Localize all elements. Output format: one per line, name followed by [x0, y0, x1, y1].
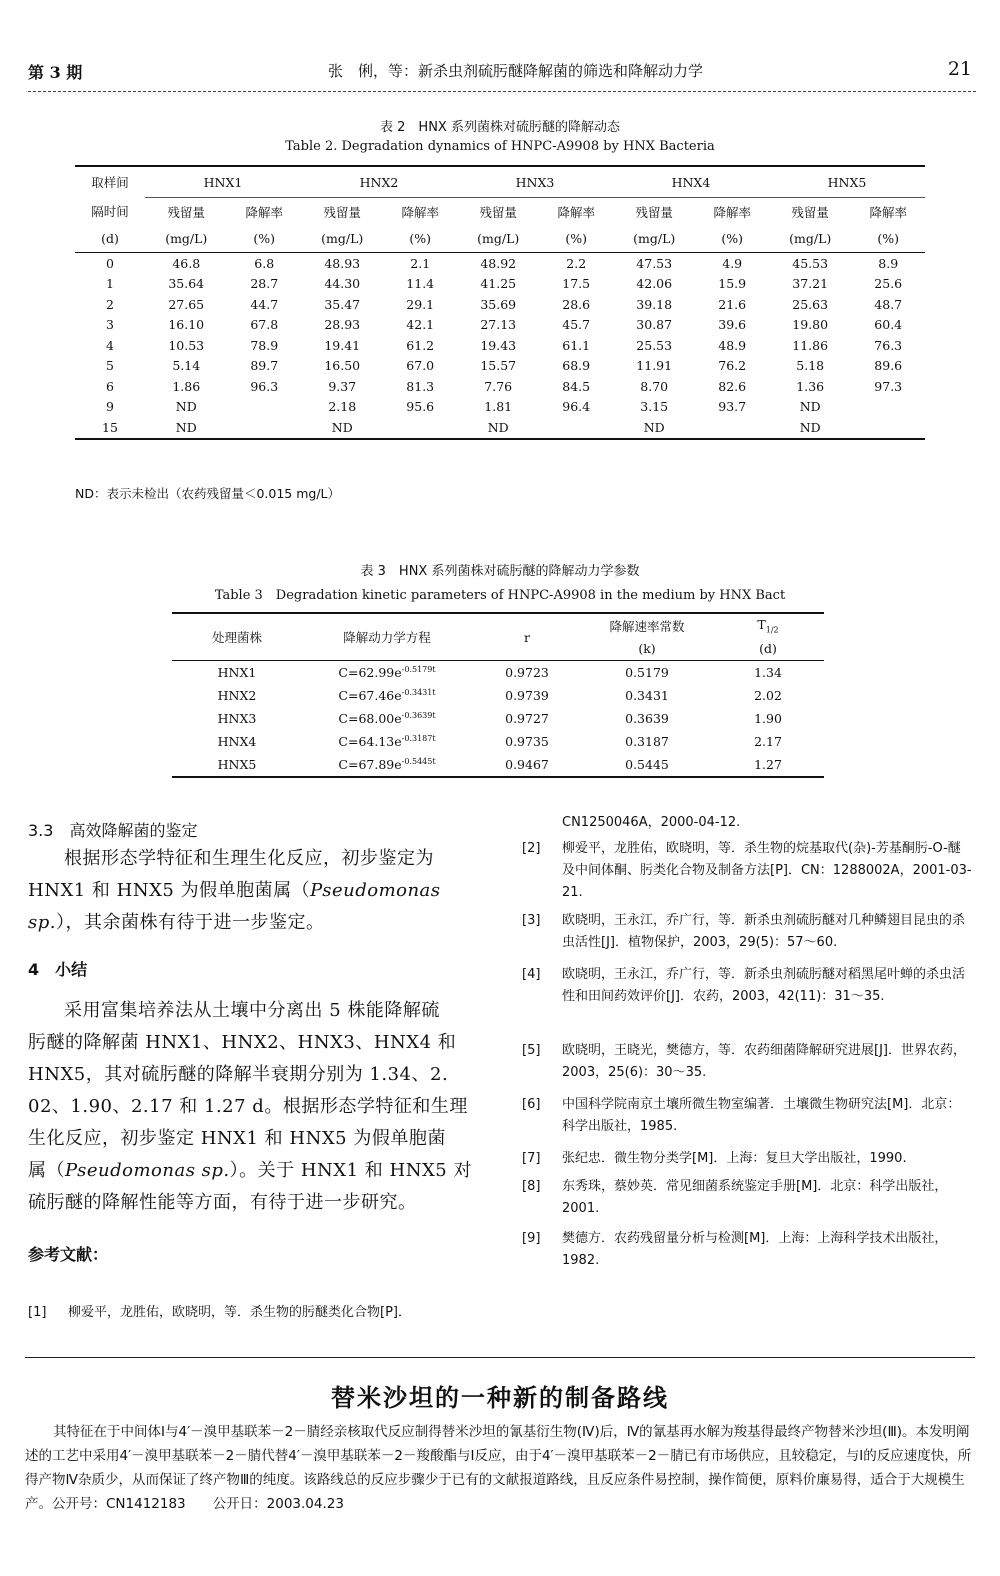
table2-row: [75, 294, 925, 315]
table2-footnote: ND：表示未检出（农药残留量＜0.015 mg/L）: [75, 486, 341, 501]
table2-unit-residue: (mg/L): [633, 231, 676, 246]
reference-number: [1]: [28, 1305, 47, 1320]
header-rule: [28, 91, 976, 92]
reference-text: 张纪忠．微生物分类学[M]．上海：复旦大学出版社，1990.: [562, 1151, 907, 1166]
table3: [172, 612, 824, 778]
reference-number: [7]: [522, 1151, 541, 1166]
summary-line: 02、1.90、2.17 和 1.27 d。根据形态学特征和生理: [28, 1096, 468, 1117]
table2-unit-residue: (mg/L): [165, 231, 208, 246]
table2-caption-cn: 表 2 HNX 系列菌株对硫肟醚的降解动态: [380, 120, 620, 135]
running-header: [28, 60, 976, 88]
table2-value-cell: 89.7: [250, 358, 279, 374]
section-4-title: 4 小结: [28, 960, 88, 979]
table3-equation-cell: [302, 730, 472, 753]
reference-number: [6]: [522, 1097, 541, 1112]
table2-row: [75, 376, 925, 397]
table2-col-residue: 残留量: [323, 204, 361, 220]
table2-day-cell: 15: [75, 417, 145, 439]
table2-value-cell: 28.7: [250, 276, 279, 292]
reference-number: [3]: [522, 913, 541, 928]
table3-k-cell: 0.3187: [625, 734, 669, 749]
table3-equation-cell: [302, 753, 472, 777]
table2-caption-en: Table 2. Degradation dynamics of HNPC-A9908 by HNX Bacteria: [285, 139, 715, 154]
section-3-3-line: [28, 875, 441, 907]
table3-k-cell: 0.5445: [582, 753, 712, 777]
table2-col-residue: 残留量: [635, 204, 673, 220]
table2-value-cell: 76.3: [874, 337, 903, 353]
table2-value-cell: 95.6: [406, 399, 435, 415]
reference-text: 樊德方．农药残留量分析与检测[M]．上海：上海科学技术出版社，1982.: [562, 1231, 948, 1268]
table2-value-cell: 45.53: [769, 253, 852, 274]
table2-day-cell: 6: [106, 378, 114, 394]
table2-value-cell: [228, 397, 301, 418]
table2-value-cell: [851, 397, 925, 418]
table3-caption-en: Table 3 Degradation kinetic parameters of HNPC-A9908 in the medium by HNX Bact: [214, 588, 786, 603]
section-3-3-line: 根据形态学特征和生理生化反应，初步鉴定为: [64, 848, 434, 869]
table2-unit-rate: (%): [721, 231, 744, 246]
table3-header-strain: 处理菌株: [172, 613, 302, 661]
table2-value-cell: 76.2: [718, 358, 747, 374]
table2-value-cell: 39.18: [636, 296, 673, 312]
references-title: 参考文献：: [28, 1245, 109, 1264]
table2-value-cell: 16.10: [168, 317, 205, 333]
table2-col-rate: 降解率: [713, 204, 751, 220]
table2-col-residue: 残留量: [479, 204, 517, 220]
table2-value-cell: 27.13: [480, 317, 517, 333]
equation-base: C=67.89e: [338, 757, 402, 773]
summary-line: 生化反应，初步鉴定 HNX1 和 HNX5 为假单胞菌: [28, 1128, 446, 1149]
table2-value-cell: 39.6: [718, 317, 747, 333]
table2-unit-residue: (mg/L): [477, 231, 520, 246]
table2-value-cell: 9.37: [328, 378, 357, 394]
table2-value-cell: 48.93: [301, 253, 384, 274]
table2-value-cell: 42.06: [636, 276, 673, 292]
table2-col-residue: 残留量: [791, 204, 829, 220]
summary-line: [28, 1155, 472, 1187]
table2-value-cell: 19.41: [324, 337, 361, 353]
table2-value-cell: 28.93: [324, 317, 361, 333]
table3-equation-cell: [302, 684, 472, 707]
table2-value-cell: 67.0: [406, 358, 435, 374]
table3-half-life-subscript: 1/2: [765, 625, 779, 635]
table3-row: [172, 730, 824, 753]
genus-name: Pseudomonas sp.: [65, 1160, 230, 1181]
table2-value-cell: 97.3: [874, 378, 903, 394]
table2-strain-header: HNX4: [613, 166, 769, 198]
table2-value-cell: 42.1: [406, 317, 435, 333]
table2-value-cell: 30.87: [636, 317, 673, 333]
table3-row: [172, 753, 824, 777]
table2-value-cell: 2.18: [328, 399, 357, 415]
table2-value-cell: 27.65: [168, 296, 205, 312]
table3-header-half-life: [712, 613, 824, 637]
table2-row: [75, 274, 925, 295]
table3-k-cell: 0.3639: [625, 711, 669, 726]
table3-r-cell: 0.9735: [505, 734, 549, 749]
table3-strain-cell: HNX2: [217, 688, 257, 703]
reference-text: 欧晓明，王晓光，樊德方，等．农药细菌降解研究进展[J]．世界农药，2003，25(6)：30～35.: [562, 1043, 966, 1080]
summary-text: ）。关于 HNX1 和 HNX5 对: [229, 1160, 472, 1181]
table2-value-cell: 89.6: [874, 358, 903, 374]
equation-base: C=68.00e: [338, 711, 402, 727]
table2-strain-header: HNX5: [769, 166, 925, 198]
table3-header-r: r: [472, 613, 582, 661]
table2-value-cell: 68.9: [562, 358, 591, 374]
table2-row: [75, 397, 925, 418]
table3-row: [172, 661, 824, 685]
table2-value-cell: 96.4: [562, 399, 591, 415]
table3-equation-cell: [302, 707, 472, 730]
table2-value-cell: ND: [457, 417, 540, 439]
table2-value-cell: ND: [769, 417, 852, 439]
table2-col-rate: 降解率: [557, 204, 595, 220]
table2-value-cell: 29.1: [406, 296, 435, 312]
article-abstract: 其特征在于中间体Ⅰ与4′－溴甲基联苯－2－腈经亲核取代反应制得替米沙坦的氰基衍生物(Ⅳ)后，Ⅳ的氰基再水解为羧基得最终产物替米沙坦(Ⅲ)。本发明阐述的工艺中采用4′－溴甲基联苯－2－腈代替4′－溴甲基联苯－2－羧酸酯与Ⅰ反应，由于4′－溴甲基联苯－2－腈已有市场供应，且较稳定，与Ⅰ的反应速度快，所得产物Ⅳ杂质少，从而保证了终产物Ⅲ的纯度。该路线总的反应步骤少于已有的文献报道路线，且反应条件易控制，操作简便，原料价廉易得，适合于大规模生产。公开号：CN1412183 公开日：2003.04.23: [25, 1424, 972, 1512]
equation-exponent: -0.5445t: [401, 756, 436, 766]
table2-row: [75, 315, 925, 336]
page-number: 21: [947, 58, 972, 80]
table3-row: [172, 684, 824, 707]
issue-number: 第 3 期: [28, 63, 83, 82]
table2-value-cell: 1.86: [172, 378, 201, 394]
table3-k-cell: 0.5179: [582, 661, 712, 685]
reference-text: 柳爱平，龙胜佑，欧晓明，等．杀生物的烷基取代(杂)-芳基酮肟-O-醚及中间体酮、肟类化合物及制备方法[P]．CN：1288002A，2001-03-21.: [562, 841, 972, 900]
table3-r-cell: 0.9739: [505, 688, 549, 703]
table2-col-residue: 残留量: [167, 204, 205, 220]
table2-value-cell: 15.57: [480, 358, 517, 374]
table2-value-cell: [383, 417, 456, 439]
table2-header-cell: (d): [101, 231, 119, 246]
table2-col-rate: 降解率: [245, 204, 283, 220]
table2-unit-residue: (mg/L): [789, 231, 832, 246]
equation-base: C=64.13e: [338, 734, 402, 750]
table3-strain-cell: HNX4: [217, 734, 257, 749]
table2-value-cell: 41.25: [480, 276, 517, 292]
table2-value-cell: 5.18: [796, 358, 825, 374]
table2-value-cell: ND: [175, 399, 197, 415]
table2-value-cell: 8.9: [851, 253, 925, 274]
table3-half-life-cell: 2.17: [754, 734, 782, 749]
section-3-3-title: 3.3 高效降解菌的鉴定: [28, 821, 198, 840]
summary-text: 属（: [28, 1160, 65, 1181]
table3-half-life-cell: 1.34: [712, 661, 824, 685]
table2-value-cell: ND: [145, 417, 228, 439]
table2-unit-rate: (%): [877, 231, 900, 246]
table2-value-cell: 45.7: [562, 317, 591, 333]
reference-text: 欧晓明，王永江，乔广行，等．新杀虫剂硫肟醚对几种鳞翅目昆虫的杀虫活性[J]．植物保护，2003，29(5)：57～60.: [562, 913, 966, 950]
table2-value-cell: 7.76: [484, 378, 513, 394]
table2-value-cell: 46.8: [145, 253, 228, 274]
table2-value-cell: 11.4: [406, 276, 435, 292]
table2-unit-rate: (%): [253, 231, 276, 246]
reference-number: [4]: [522, 967, 541, 982]
table2-value-cell: 48.9: [718, 337, 747, 353]
reference-text: 欧晓明，王永江，乔广行，等．新杀虫剂硫肟醚对稻黑尾叶蝉的杀虫活性和田间药效评价[J]．农药，2003，42(11)：31～35.: [562, 967, 966, 1004]
table2-value-cell: 25.63: [792, 296, 829, 312]
table2-value-cell: ND: [613, 417, 696, 439]
summary-line: HNX5，其对硫肟醚的降解半衰期分别为 1.34、2.: [28, 1064, 449, 1085]
table2-strain-header: HNX2: [301, 166, 457, 198]
table2-value-cell: [228, 417, 301, 439]
table2-value-cell: 6.8: [228, 253, 301, 274]
table2-value-cell: 10.53: [168, 337, 205, 353]
table3-r-cell: 0.9727: [505, 711, 549, 726]
genus-name: Pseudomonas: [310, 880, 441, 901]
equation-base: C=62.99e: [338, 665, 402, 681]
table3-strain-cell: HNX1: [172, 661, 302, 685]
table2-row: [75, 356, 925, 377]
summary-line: 硫肟醚的降解性能等方面，有待于进一步研究。: [28, 1192, 417, 1213]
table3-strain-cell: HNX5: [172, 753, 302, 777]
table2-value-cell: 67.8: [250, 317, 279, 333]
reference-text: 中国科学院南京土壤所微生物室编著．土壤微生物研究法[M]．北京：科学出版社，1985.: [562, 1097, 961, 1134]
table2-value-cell: 48.7: [874, 296, 903, 312]
table3-header-k: 降解速率常数: [582, 613, 712, 637]
table3-half-life-cell: 1.90: [754, 711, 782, 726]
article-title: 替米沙坦的一种新的制备路线: [331, 1384, 669, 1412]
table2-day-cell: 0: [75, 253, 145, 274]
section-separator: [25, 1357, 975, 1358]
reference-number: [8]: [522, 1179, 541, 1194]
reference-text: CN1250046A，2000-04-12.: [562, 815, 741, 830]
table2-value-cell: 25.6: [874, 276, 903, 292]
equation-base: C=67.46e: [338, 688, 402, 704]
table2-value-cell: 48.92: [457, 253, 540, 274]
table3-r-cell: 0.9467: [472, 753, 582, 777]
table2-value-cell: 37.21: [792, 276, 829, 292]
table2-day-cell: 1: [106, 276, 114, 292]
equation-exponent: -0.5179t: [401, 664, 436, 674]
summary-line: 肟醚的降解菌 HNX1、HNX2、HNX3、HNX4 和: [28, 1032, 457, 1053]
section-3-3-text: HNX1 和 HNX5 为假单胞菌属（: [28, 880, 311, 901]
table2-value-cell: 93.7: [718, 399, 747, 415]
table2-day-cell: 4: [106, 337, 114, 353]
table2-value-cell: 1.81: [484, 399, 513, 415]
table2-value-cell: 11.91: [636, 358, 673, 374]
table2-value-cell: 28.6: [562, 296, 591, 312]
table2-value-cell: 61.1: [562, 337, 591, 353]
equation-exponent: -0.3187t: [401, 733, 436, 743]
table2: [75, 165, 925, 440]
table2-value-cell: 19.43: [480, 337, 517, 353]
table2-row: [75, 335, 925, 356]
table2-value-cell: 2.2: [539, 253, 612, 274]
reference-number: [5]: [522, 1043, 541, 1058]
table2-value-cell: 25.53: [636, 337, 673, 353]
table3-row: [172, 707, 824, 730]
table2-value-cell: 5.14: [172, 358, 201, 374]
equation-exponent: -0.3431t: [401, 687, 436, 697]
table2-value-cell: 44.30: [324, 276, 361, 292]
table2-value-cell: 11.86: [792, 337, 829, 353]
table2-row: [75, 253, 925, 274]
table2-value-cell: ND: [301, 417, 384, 439]
table2-value-cell: 21.6: [718, 296, 747, 312]
table2-value-cell: 61.2: [406, 337, 435, 353]
table2-value-cell: 3.15: [640, 399, 669, 415]
table2-value-cell: 35.47: [324, 296, 361, 312]
table2-value-cell: ND: [799, 399, 821, 415]
table2-unit-residue: (mg/L): [321, 231, 364, 246]
table2-value-cell: 96.3: [250, 378, 279, 394]
reference-number: [9]: [522, 1231, 541, 1246]
reference-number: [2]: [522, 841, 541, 856]
table2-col-rate: 降解率: [869, 204, 907, 220]
table2-day-cell: 2: [106, 296, 114, 312]
table2-value-cell: 47.53: [613, 253, 696, 274]
table3-header-equation: 降解动力学方程: [302, 613, 472, 661]
table2-value-cell: 16.50: [324, 358, 361, 374]
table2-value-cell: 60.4: [874, 317, 903, 333]
table2-row: [75, 417, 925, 439]
section-3-3-line: [28, 907, 324, 939]
running-title: 张 俐，等：新杀虫剂硫肟醚降解菌的筛选和降解动力学: [328, 62, 704, 80]
table2-value-cell: [851, 417, 925, 439]
table3-half-life-symbol: T: [757, 616, 766, 632]
summary-line: 采用富集培养法从土壤中分离出 5 株能降解硫: [64, 1000, 440, 1021]
table2-header-cell: 取样间: [75, 166, 145, 198]
table2-value-cell: 35.69: [480, 296, 517, 312]
table2-value-cell: 44.7: [250, 296, 279, 312]
table2-value-cell: [539, 417, 612, 439]
table2-day-cell: 9: [106, 399, 114, 415]
table2-value-cell: 4.9: [695, 253, 768, 274]
table2-strain-header: HNX1: [145, 166, 301, 198]
table3-equation-cell: [302, 661, 472, 685]
table2-value-cell: 1.36: [796, 378, 825, 394]
table2-day-cell: 5: [106, 358, 114, 374]
table2-value-cell: 17.5: [562, 276, 591, 292]
table2-value-cell: [695, 417, 768, 439]
table3-r-cell: 0.9723: [472, 661, 582, 685]
table3-header-half-life-unit: (d): [759, 641, 777, 656]
table3-strain-cell: HNX3: [217, 711, 257, 726]
table3-half-life-cell: 2.02: [754, 688, 782, 703]
table2-value-cell: 19.80: [792, 317, 829, 333]
table2-value-cell: 82.6: [718, 378, 747, 394]
table3-half-life-cell: 1.27: [712, 753, 824, 777]
table2-col-rate: 降解率: [401, 204, 439, 220]
table2-unit-rate: (%): [565, 231, 588, 246]
table2-day-cell: 3: [106, 317, 114, 333]
table2-value-cell: 2.1: [383, 253, 456, 274]
table2-value-cell: 8.70: [640, 378, 669, 394]
table3-header-k-unit: (k): [638, 641, 656, 656]
table3-k-cell: 0.3431: [625, 688, 669, 703]
table2-unit-rate: (%): [409, 231, 432, 246]
table2-value-cell: 78.9: [250, 337, 279, 353]
table2-value-cell: 81.3: [406, 378, 435, 394]
table3-caption-cn: 表 3 HNX 系列菌株对硫肟醚的降解动力学参数: [360, 564, 640, 579]
reference-text: 东秀珠，蔡妙英．常见细菌系统鉴定手册[M]．北京：科学出版社，2001.: [562, 1179, 948, 1216]
species-abbrev: sp.: [28, 912, 56, 933]
equation-exponent: -0.3639t: [401, 710, 436, 720]
reference-text: 柳爱平，龙胜佑，欧晓明，等．杀生物的肟醚类化合物[P]．: [68, 1305, 411, 1320]
section-3-3-text: ），其余菌株有待于进一步鉴定。: [55, 912, 325, 933]
table2-strain-header: HNX3: [457, 166, 613, 198]
table2-value-cell: 84.5: [562, 378, 591, 394]
table2-value-cell: 35.64: [168, 276, 205, 292]
table2-value-cell: 15.9: [718, 276, 747, 292]
table2-header-cell: 隔时间: [91, 204, 129, 220]
